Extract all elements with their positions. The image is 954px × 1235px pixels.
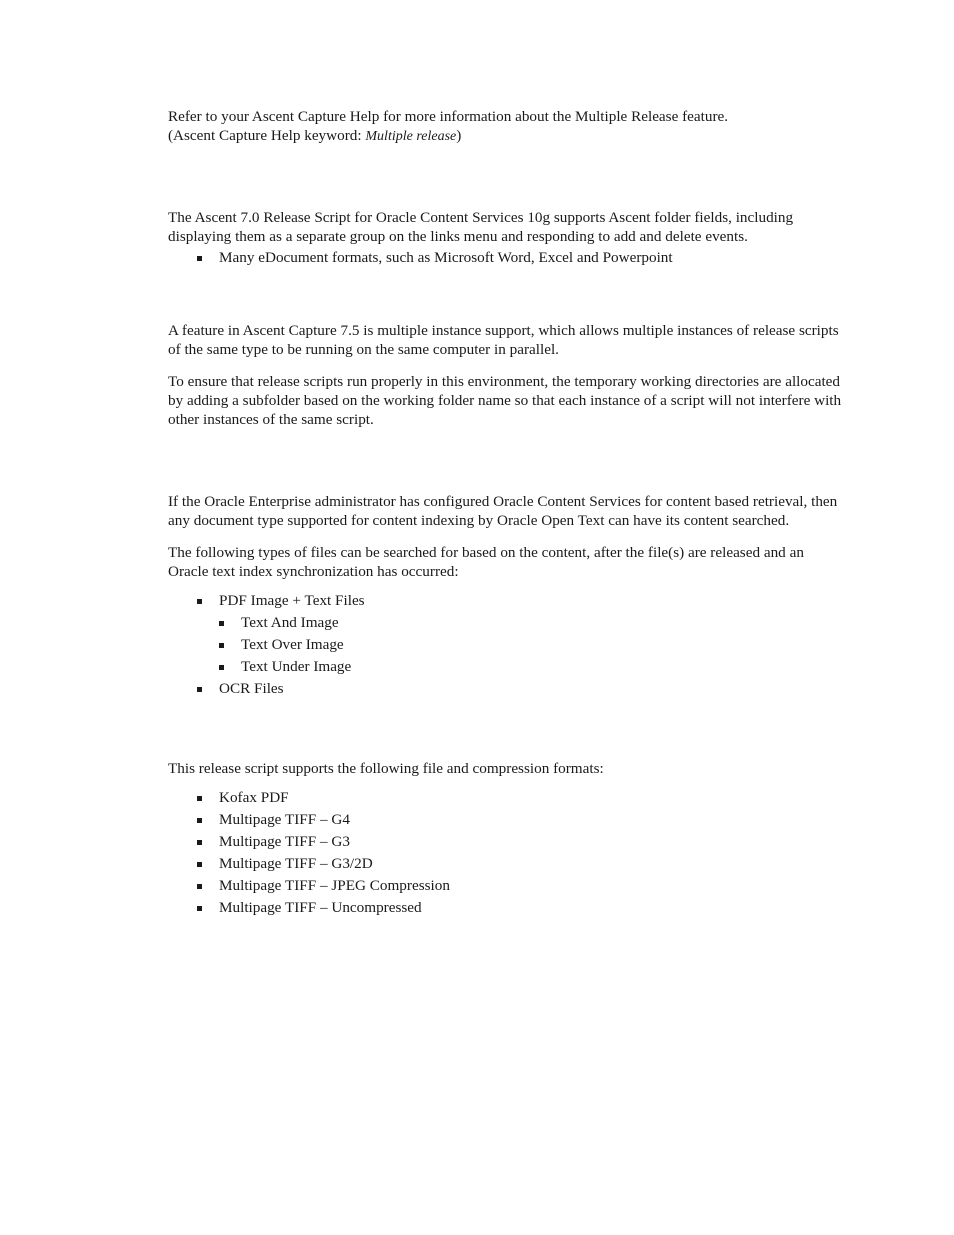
paragraph-folder-fields: The Ascent 7.0 Release Script for Oracle Content Services 10g supports Ascent folder fields, including displaying them as a separate group on the links menu and responding to add and delete events. [168, 209, 794, 245]
list-item: Multipage TIFF – Uncompressed [168, 897, 848, 919]
list-item: Many eDocument formats, such as Microsoft Word, Excel and Powerpoint [168, 247, 848, 269]
paragraph-help-reference [168, 107, 848, 146]
section-multiple-instance [168, 321, 848, 429]
keyword-prefix: (Ascent Capture Help keyword: [168, 127, 366, 144]
help-reference-text: Refer to your Ascent Capture Help for more information about the Multiple Release feature. [168, 108, 729, 125]
list-item: Multipage TIFF – G3/2D [168, 853, 848, 875]
keyword-suffix: ) [456, 127, 462, 144]
list-item: Multipage TIFF – G4 [168, 809, 848, 831]
file-formats-list [168, 787, 848, 919]
list-item: Text And Image [168, 612, 848, 634]
section-content-retrieval [168, 492, 848, 700]
list-item: Text Under Image [168, 656, 848, 678]
paragraph-working-directories: To ensure that release scripts run properly in this environment, the temporary working directories are allocated by adding a subfolder based on the working folder name so that each instance of a script will not interfere with other instances of the same script. [168, 373, 842, 428]
edocument-list [168, 247, 848, 269]
paragraph-multiple-instance: A feature in Ascent Capture 7.5 is multiple instance support, which allows multiple instances of release scripts of the same type to be running on the same computer in parallel. [168, 322, 839, 358]
list-item: OCR Files [168, 678, 848, 700]
list-item: Multipage TIFF – JPEG Compression [168, 875, 848, 897]
searchable-types-list [168, 590, 848, 700]
section-file-formats [168, 759, 848, 919]
list-item: Kofax PDF [168, 787, 848, 809]
list-item: Text Over Image [168, 634, 848, 656]
paragraph-content-retrieval: If the Oracle Enterprise administrator has configured Oracle Content Services for content based retrieval, then any document type supported for content indexing by Oracle Open Text can have its content searched. [168, 493, 838, 529]
paragraph-file-formats: This release script supports the following file and compression formats: [168, 760, 604, 777]
list-item: PDF Image + Text Files [168, 590, 848, 612]
document-page [168, 107, 848, 919]
list-item: Multipage TIFF – G3 [168, 831, 848, 853]
paragraph-searchable-types: The following types of files can be searched for based on the content, after the file(s) are released and an Oracle text index synchronization has occurred: [168, 544, 804, 580]
section-multiple-release [168, 107, 848, 146]
keyword-text: Multiple release [365, 129, 457, 144]
section-folder-fields [168, 208, 848, 269]
